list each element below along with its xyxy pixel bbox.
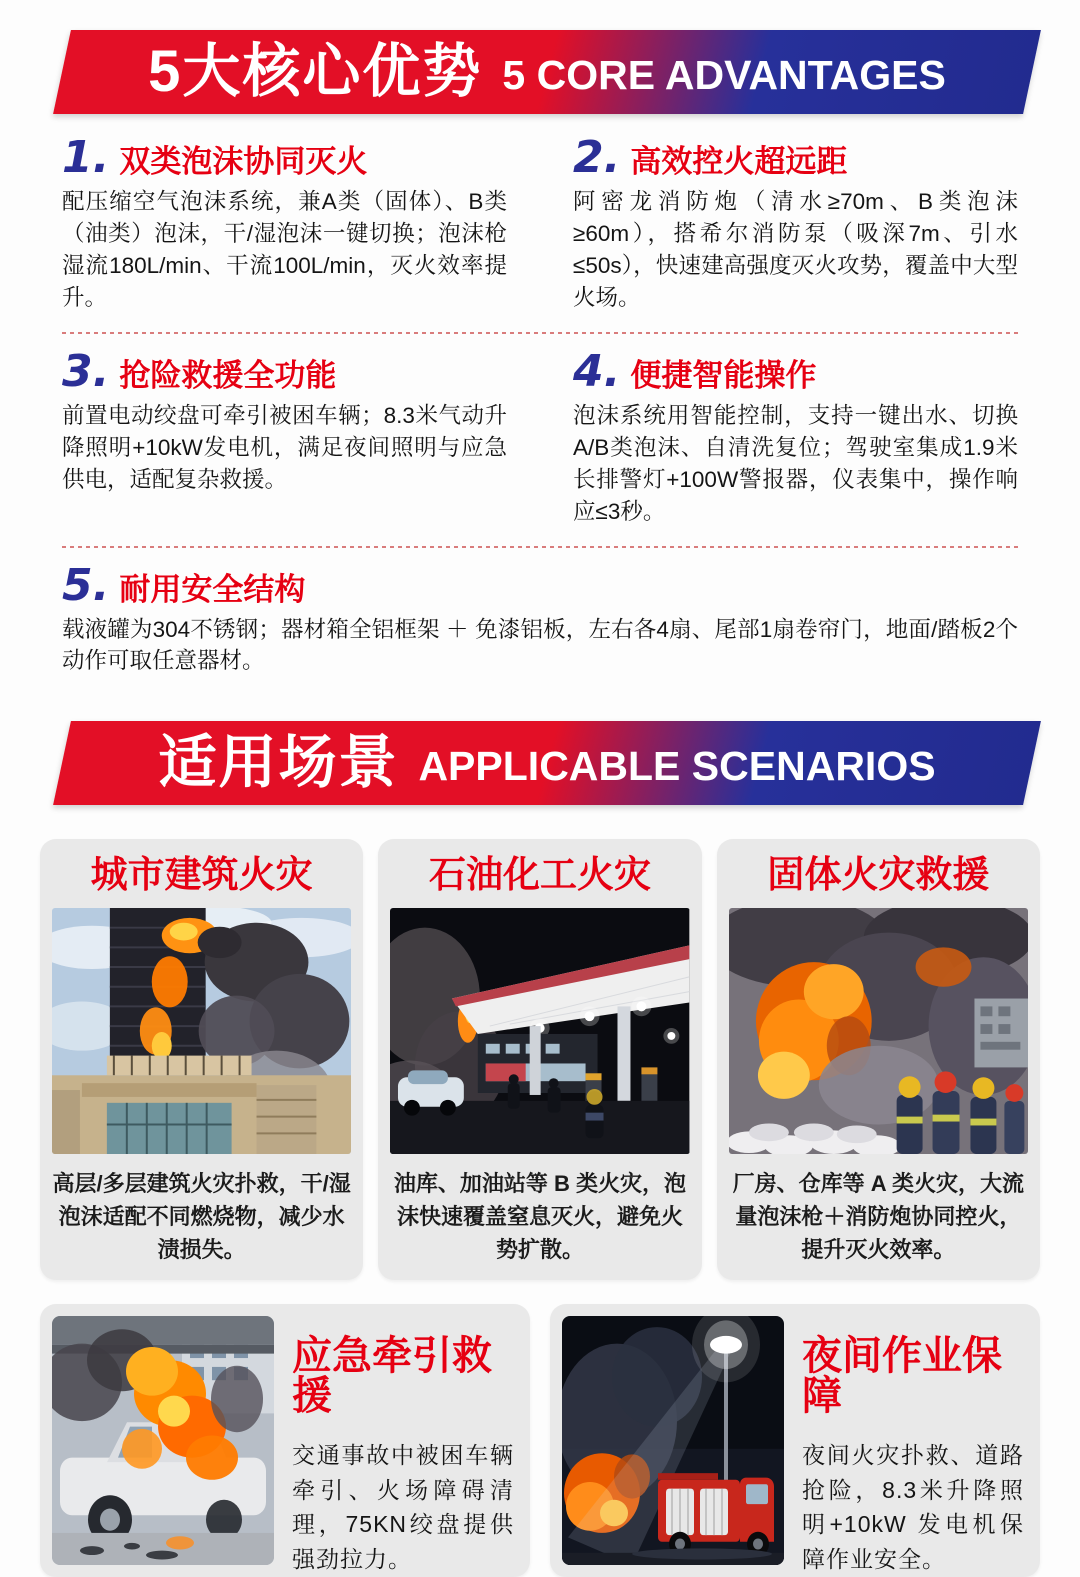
rescue-card-emergency-towing bbox=[40, 1304, 530, 1577]
scenario-card-caption: 厂房、仓库等 A 类火灾，大流量泡沫枪＋消防炮协同控火，提升灭火效率。 bbox=[732, 1171, 1024, 1263]
advantage-2-number: 2. bbox=[573, 132, 621, 183]
scenario-cards-row bbox=[40, 839, 1040, 1280]
advantage-4-body: 泡沫系统用智能控制，支持一键出水、切换A/B类泡沫、自清洗复位；驾驶室集成1.9米长排警灯+100W警报器，仪表集中，操作响应≤3秒。 bbox=[573, 402, 1018, 524]
car-fire-photo bbox=[52, 1316, 274, 1565]
advantage-5-title: 耐用安全结构 bbox=[119, 571, 306, 607]
scenario-card-title: 城市建筑火灾 bbox=[90, 854, 313, 896]
rescue-card-body: 交通事故中被困车辆牵引、火场障碍清理，75KN绞盘提供强劲拉力。 bbox=[292, 1442, 514, 1572]
advantage-5 bbox=[62, 559, 1018, 678]
gas-station-fire-photo bbox=[390, 908, 689, 1154]
rescue-card-title: 应急牵引救援 bbox=[292, 1334, 492, 1419]
advantage-2 bbox=[573, 132, 1018, 314]
advantages-banner-title-cn: 5大核心优势 bbox=[148, 39, 483, 104]
advantage-3 bbox=[62, 345, 507, 528]
advantage-5-body: 载液罐为304不锈钢；器材箱全铝框架 ＋ 免漆铝板，左右各4扇、尾部1扇卷帘门，地面/踏板2个动作可取任意器材。 bbox=[62, 616, 1018, 674]
advantage-3-body: 前置电动绞盘可牵引被困车辆；8.3米气动升降照明+10kW发电机，满足夜间照明与应急供电，适配复杂救援。 bbox=[62, 402, 507, 492]
advantage-3-number: 3. bbox=[62, 345, 110, 397]
scenario-card-title: 固体火灾救援 bbox=[767, 854, 990, 896]
scenario-card-caption: 高层/多层建筑火灾扑救，干/湿泡沫适配不同燃烧物，减少水渍损失。 bbox=[52, 1171, 351, 1263]
advantage-1-body: 配压缩空气泡沫系统，兼A类（固体）、B类（油类）泡沫，干/湿泡沫一键切换；泡沫枪湿流180L/min、干流100L/min，灭火效率提升。 bbox=[62, 189, 507, 310]
advantage-4-title: 便捷智能操作 bbox=[630, 357, 817, 393]
scenario-card-petrochemical-fire bbox=[378, 839, 701, 1280]
scenarios-banner-title-cn: 适用场景 bbox=[158, 730, 399, 796]
advantage-4 bbox=[573, 345, 1018, 528]
advantage-1-number: 1. bbox=[62, 132, 110, 183]
scenarios-banner bbox=[62, 721, 1032, 805]
night-operation-photo bbox=[562, 1316, 784, 1565]
rescue-cards-row bbox=[40, 1304, 1040, 1577]
scenarios-banner-title-en: APPLICABLE SCENARIOS bbox=[418, 742, 936, 789]
advantages-banner bbox=[62, 30, 1032, 114]
scenario-card-solid-fire-rescue bbox=[717, 839, 1040, 1280]
advantage-1 bbox=[62, 132, 507, 314]
rescue-card-night-operation bbox=[550, 1304, 1040, 1577]
scenario-card-caption: 油库、加油站等 B 类火灾，泡沫快速覆盖窒息灭火，避免火势扩散。 bbox=[393, 1171, 687, 1263]
rescue-card-body: 夜间火灾扑救、道路抢险，8.3米升降照明+10kW 发电机保障作业安全。 bbox=[802, 1442, 1024, 1572]
rescue-card-title: 夜间作业保障 bbox=[802, 1334, 1002, 1419]
scenario-card-title: 石油化工火灾 bbox=[428, 854, 651, 896]
advantages-banner-title-en: 5 CORE ADVANTAGES bbox=[502, 51, 946, 98]
warehouse-fire-photo bbox=[729, 908, 1028, 1154]
dashed-divider bbox=[62, 546, 1018, 548]
advantage-3-title: 抢险救援全功能 bbox=[119, 357, 337, 393]
advantage-4-number: 4. bbox=[573, 345, 621, 397]
advantage-2-title: 高效控火超远距 bbox=[630, 144, 848, 179]
advantage-1-title: 双类泡沫协同灭火 bbox=[119, 144, 368, 179]
dashed-divider bbox=[62, 332, 1018, 334]
scenario-card-urban-building-fire bbox=[40, 839, 363, 1280]
advantage-2-body: 阿密龙消防炮（清水≥70m、B类泡沫≥60m），搭希尔消防泵（吸深7m、引水≤50s），快速建高强度灭火攻势，覆盖中大型火场。 bbox=[573, 189, 1018, 310]
advantages-section bbox=[0, 114, 1080, 677]
advantage-5-number: 5. bbox=[62, 559, 110, 611]
building-fire-photo bbox=[52, 908, 351, 1154]
